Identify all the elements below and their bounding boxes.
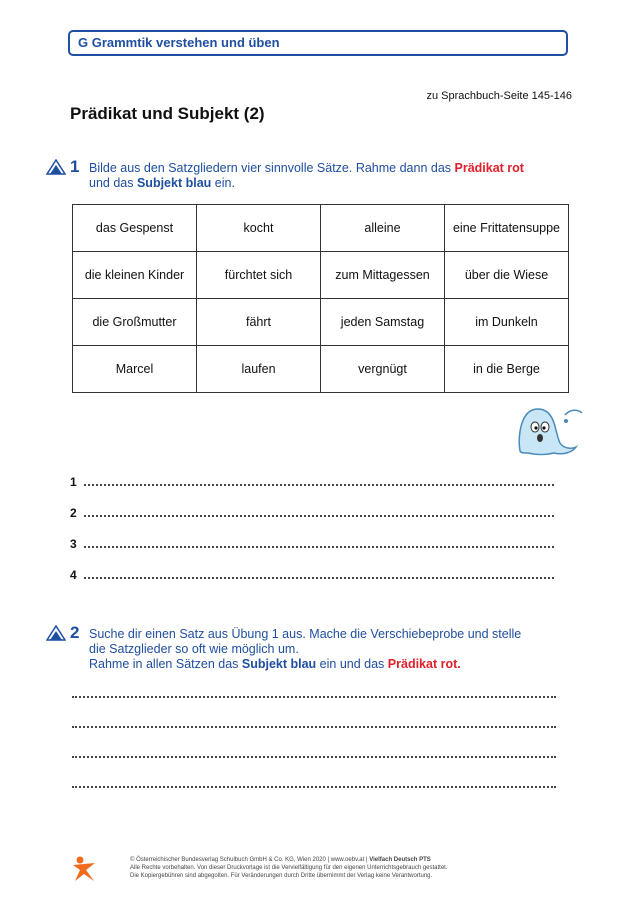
table-cell: in die Berge [445, 346, 569, 393]
page-title: Prädikat und Subjekt (2) [70, 104, 265, 123]
answer-line-1[interactable] [70, 474, 554, 489]
table-cell: die kleinen Kinder [73, 252, 197, 299]
table-cell: kocht [197, 205, 321, 252]
footer [130, 856, 448, 880]
answer-line[interactable] [72, 755, 556, 758]
publisher-logo-icon [70, 855, 98, 883]
task-2-blue-word: Subjekt blau [241, 657, 317, 671]
answer-line[interactable] [72, 695, 556, 698]
task-1-red-word: Prädikat rot [454, 161, 524, 175]
answer-line[interactable] [72, 725, 556, 728]
table-cell: über die Wiese [445, 252, 569, 299]
table-cell: Marcel [73, 346, 197, 393]
ghost-illustration [510, 401, 590, 457]
task-1-header [46, 157, 79, 177]
task-2-header [46, 623, 79, 643]
chapter-header [68, 30, 568, 56]
answer-line-4[interactable] [70, 567, 554, 582]
table-cell: vergnügt [321, 346, 445, 393]
footer-line-3: Die Kopiergebühren sind abgegolten. Für Veränderungen durch Dritte übernimmt der Verlag keine Verantwortung. [130, 873, 433, 879]
table-cell: alleine [321, 205, 445, 252]
task-2-line-2: die Satzglieder so oft wie möglich um. [89, 642, 299, 656]
difficulty-icon [46, 625, 66, 641]
answer-line-3[interactable] [70, 536, 554, 551]
task-2-line-3a: Rahme in allen Sätzen das [89, 657, 242, 671]
table-cell: das Gespenst [73, 205, 197, 252]
task-1-text-a: Bilde aus den Satzgliedern vier sinnvolle Sätze. Rahme dann das [89, 161, 455, 175]
table-cell: die Großmutter [73, 299, 197, 346]
task-1-text-c: ein. [211, 176, 235, 190]
task-1-number: 1 [70, 157, 80, 176]
line-number: 3 [70, 537, 77, 551]
table-row [73, 252, 569, 299]
dotted-line[interactable] [84, 536, 554, 548]
dotted-line[interactable] [84, 505, 554, 517]
table-cell: zum Mittagessen [321, 252, 445, 299]
table-cell: fährt [197, 299, 321, 346]
line-number: 2 [70, 506, 77, 520]
table-row [73, 346, 569, 393]
line-number: 1 [70, 475, 77, 489]
table-cell: eine Frittatensuppe [445, 205, 569, 252]
footer-line-2: Alle Rechte vorbehalten. Von dieser Druckvorlage ist die Vervielfältigung für den eigenen Unterrichtsgebrauch gestattet. [130, 865, 448, 871]
table-row [73, 205, 569, 252]
task-1-text-b: und das [89, 176, 137, 190]
textbook-reference: zu Sprachbuch-Seite 145-146 [426, 90, 572, 102]
footer-line-1: © Österreichischer Bundesverlag Schulbuch GmbH & Co. KG, Wien 2020 | www.oebv.at | Vielfach Deutsch PTS [130, 857, 431, 863]
answer-line-2[interactable] [70, 505, 554, 520]
word-table [72, 204, 569, 393]
line-number: 4 [70, 568, 77, 582]
task-1-instruction [89, 161, 524, 191]
dotted-line[interactable] [84, 474, 554, 486]
dotted-line[interactable] [84, 567, 554, 579]
task-2-line-3b: ein und das [316, 657, 388, 671]
table-cell: fürchtet sich [197, 252, 321, 299]
task-2-instruction [89, 627, 521, 672]
task-2-line-1: Suche dir einen Satz aus Übung 1 aus. Mache die Verschiebeprobe und stelle [89, 627, 522, 641]
chapter-title: G Grammtik verstehen und üben [78, 35, 280, 50]
answer-line[interactable] [72, 785, 556, 788]
table-row [73, 299, 569, 346]
table-cell: jeden Samstag [321, 299, 445, 346]
task-1-blue-word: Subjekt blau [136, 176, 212, 190]
difficulty-icon [46, 159, 66, 175]
task-2-number: 2 [70, 623, 80, 642]
table-cell: laufen [197, 346, 321, 393]
table-cell: im Dunkeln [445, 299, 569, 346]
task-2-red-word: Prädikat rot. [387, 657, 461, 671]
